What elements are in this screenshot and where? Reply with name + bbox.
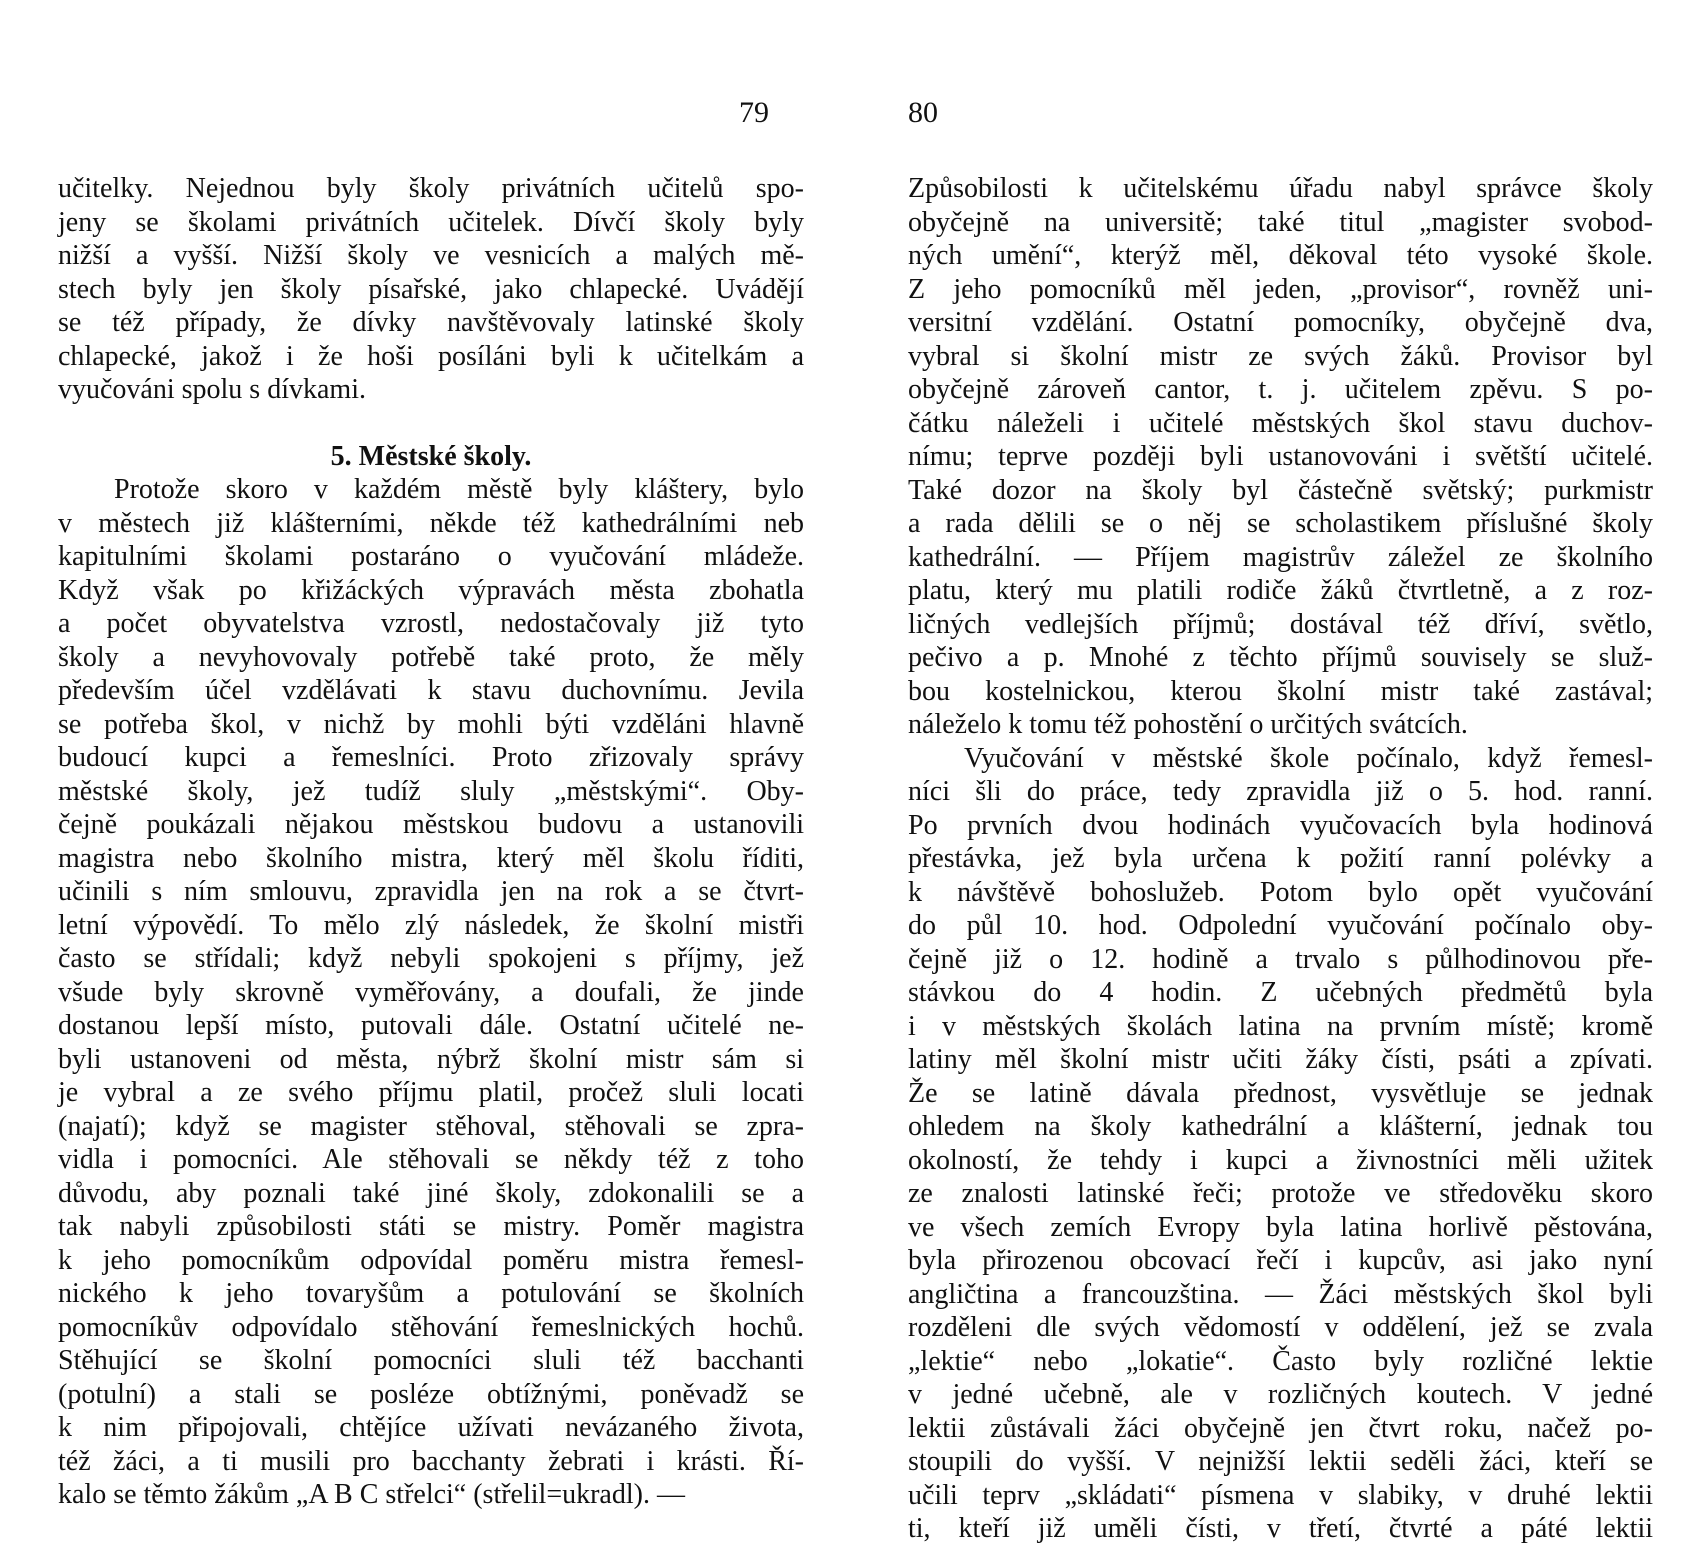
- text-line: Z jeho pomocníků měl jeden, „provisor“, rovněž uni-: [908, 273, 1653, 305]
- text-line: stech byly jen školy písařské, jako chlapecké. Uvádějí: [58, 273, 804, 305]
- text-line: vidla i pomocníci. Ale stěhovali se někdy též z toho: [58, 1144, 804, 1175]
- right-text-block: [908, 172, 1653, 1546]
- text-line: latiny měl školní mistr učiti žáky čísti, psáti a zpívati.: [908, 1044, 1653, 1075]
- text-line: budoucí kupci a řemeslníci. Proto zřizovaly správy: [58, 742, 804, 773]
- text-line: se též případy, že dívky navštěvovaly latinské školy: [58, 307, 804, 338]
- text-line: učinili s ním smlouvu, zpravidla jen na rok a se čtvrt-: [58, 876, 804, 907]
- text-line: lektii zůstávali žáci obyčejně jen čtvrt roku, načež po-: [908, 1412, 1653, 1444]
- text-line: rozděleni dle svých vědomostí v oddělení, jež se zvala: [908, 1312, 1653, 1343]
- left-paragraph-2: [58, 473, 804, 1512]
- text-line: chlapecké, jakož i že hoši posíláni byli k učitelkám a: [58, 340, 804, 372]
- text-line: nického k jeho tovaryšům a potulování se školních: [58, 1278, 804, 1309]
- page-number-left: 79: [739, 96, 769, 129]
- text-line: nižší a vyšší. Nižší školy ve vesnicích a malých mě-: [58, 240, 804, 271]
- text-line: učili teprv „skládati“ písmena v slabiky, v druhé lektii: [908, 1479, 1653, 1511]
- text-line: přestávka, jež byla určena k požití ranní polévky a: [908, 843, 1653, 874]
- text-line: Stěhující se školní pomocníci sluli též bacchanti: [58, 1345, 804, 1376]
- text-line: dostanou lepší místo, putovali dále. Ostatní učitelé ne-: [58, 1010, 804, 1041]
- text-line: Také dozor na školy byl částečně světský; purkmistr: [908, 474, 1653, 506]
- section-heading: 5. Městské školy.: [330, 440, 532, 472]
- text-line: letní výpovědí. To mělo zlý následek, že školní mistři: [58, 909, 804, 941]
- text-line: magistra nebo školního mistra, který měl školu říditi,: [58, 842, 804, 874]
- text-line: školy a nevyhovovaly potřebě také proto, že měly: [58, 641, 804, 673]
- text-line: v městech již klášterními, někde též kathedrálními neb: [58, 507, 804, 539]
- text-line: náleželo k tomu též pohostění o určitých svátcích.: [908, 709, 1468, 740]
- text-line: čejně již o 12. hodině a trvalo s půlhodinovou pře-: [908, 943, 1653, 975]
- text-line: obyčejně zároveň cantor, t. j. učitelem zpěvu. S po-: [908, 374, 1653, 405]
- text-line: k nim připojovali, chtějíce užívati nevázaného života,: [58, 1412, 804, 1443]
- text-line: k návštěvě bohoslužeb. Potom bylo opět vyučování: [908, 876, 1653, 908]
- text-line: čátku náleželi i učitelé městských škol stavu duchov-: [908, 407, 1653, 439]
- text-line: jeny se školami privátních učitelek. Dívčí školy byly: [58, 206, 804, 238]
- text-line: platu, který mu platili rodiče žáků čtvrtletně, a z roz-: [908, 575, 1653, 606]
- text-line: učitelky. Nejednou byly školy privátních učitelů spo-: [58, 173, 804, 204]
- text-line: důvodu, aby poznali také jiné školy, zdokonalili se a: [58, 1177, 804, 1209]
- text-line: do půl 10. hod. Odpolední vyučování počínalo oby-: [908, 910, 1653, 941]
- text-line: především účel vzdělávati k stavu duchovnímu. Jevila: [58, 675, 804, 706]
- left-paragraph-1: [58, 172, 804, 407]
- text-line: pomocníkův odpovídalo stěhování řemeslnických hochů.: [58, 1311, 804, 1343]
- text-line: ných umění“, kterýž měl, děkoval této vysoké škole.: [908, 240, 1653, 271]
- text-line: stoupili do vyšší. V nejnižší lektii seděli žáci, kteří se: [908, 1446, 1653, 1477]
- text-line: byli ustanoveni od města, nýbrž školní mistr sám si: [58, 1043, 804, 1075]
- text-line: versitní vzdělání. Ostatní pomocníky, obyčejně dva,: [908, 307, 1653, 338]
- right-page-text: [908, 172, 1653, 1546]
- text-line: kathedrální. — Příjem magistrův záležel ze školního: [908, 541, 1653, 573]
- text-line: a počet obyvatelstva vzrostl, nedostačovaly již tyto: [58, 608, 804, 639]
- text-line: kalo se těmto žákům „A B C střelci“ (střelil=ukradl). —: [58, 1479, 685, 1510]
- text-line: a rada dělili se o něj se scholastikem příslušné školy: [908, 508, 1653, 539]
- text-line: vyučováni spolu s dívkami.: [58, 374, 366, 405]
- text-line: ve všech zemích Evropy byla latina horlivě pěstována,: [908, 1211, 1653, 1243]
- text-line: (najatí); když se magister stěhoval, stěhovali se zpra-: [58, 1110, 804, 1142]
- text-line: obyčejně na universitě; také titul „magister svobod-: [908, 206, 1653, 238]
- text-line: k jeho pomocníkům odpovídal poměru mistra řemesl-: [58, 1244, 804, 1276]
- text-line: angličtina a francouzština. — Žáci městských škol byli: [908, 1278, 1653, 1310]
- text-line: stávkou do 4 hodin. Z učebných předmětů byla: [908, 977, 1653, 1008]
- text-line: čejně poukázali nějakou městskou budovu a ustanovili: [58, 809, 804, 840]
- text-line: Protože skoro v každém městě byly kláštery, bylo: [114, 474, 804, 505]
- text-line: všude byly skrovně vyměřovány, a doufali, že jinde: [58, 976, 804, 1008]
- text-line: níci šli do práce, tedy zpravidla již o 5. hod. ranní.: [908, 776, 1653, 807]
- text-line: ličných vedlejších příjmů; dostával též dříví, světlo,: [908, 608, 1653, 640]
- text-line: vybral si školní mistr ze svých žáků. Provisor byl: [908, 340, 1653, 372]
- text-line: Vyučování v městské škole počínalo, když řemesl-: [964, 742, 1653, 774]
- text-line: nímu; teprve později byli ustanovováni i světští učitelé.: [908, 441, 1653, 472]
- text-line: „lektie“ nebo „lokatie“. Často byly rozličné lektie: [908, 1345, 1653, 1377]
- text-line: Způsobilosti k učitelskému úřadu nabyl správce školy: [908, 173, 1653, 204]
- text-line: často se střídali; když nebyli spokojeni s příjmy, jež: [58, 943, 804, 974]
- text-line: ze znalosti latinské řeči; protože ve středověku skoro: [908, 1178, 1653, 1209]
- text-line: kapitulními školami postaráno o vyučování mládeže.: [58, 541, 804, 572]
- text-line: tak nabyli způsobilosti státi se mistry. Poměr magistra: [58, 1211, 804, 1242]
- page-number-right: 80: [908, 96, 938, 129]
- text-line: Když však po křižáckých výpravách města zbohatla: [58, 574, 804, 606]
- text-line: okolností, že tehdy i kupci a živnostníci měli užitek: [908, 1144, 1653, 1176]
- left-page-text: [58, 172, 804, 1512]
- text-line: je vybral a ze svého příjmu platil, pročež sluli locati: [58, 1077, 804, 1108]
- text-line: i v městských školách latina na prvním místě; kromě: [908, 1010, 1653, 1042]
- text-line: též žáci, a ti musili pro bacchanty žebrati i krásti. Ří-: [58, 1445, 804, 1477]
- text-line: byla přirozenou obcovací řečí i kupcův, asi jako nyní: [908, 1245, 1653, 1276]
- text-line: pečivo a p. Mnohé z těchto příjmů souvisely se služ-: [908, 642, 1653, 673]
- text-line: se potřeba škol, v nichž by mohli býti vzděláni hlavně: [58, 708, 804, 740]
- text-line: ti, kteří již uměli čísti, v třetí, čtvrté a páté lektii: [908, 1513, 1653, 1544]
- text-line: v jedné učebně, ale v rozličných koutech. V jedné: [908, 1379, 1653, 1410]
- text-line: Že se latině dávala přednost, vysvětluje se jednak: [908, 1077, 1653, 1109]
- text-line: (potulní) a stali se posléze obtížnými, poněvadž se: [58, 1378, 804, 1410]
- text-line: městské školy, jež tudíž sluly „městskými“. Oby-: [58, 775, 804, 807]
- text-line: bou kostelnickou, kterou školní mistr také zastával;: [908, 675, 1653, 707]
- text-line: Po prvních dvou hodinách vyučovacích byla hodinová: [908, 809, 1653, 841]
- text-line: ohledem na školy kathedrální a klášterní, jednak tou: [908, 1111, 1653, 1142]
